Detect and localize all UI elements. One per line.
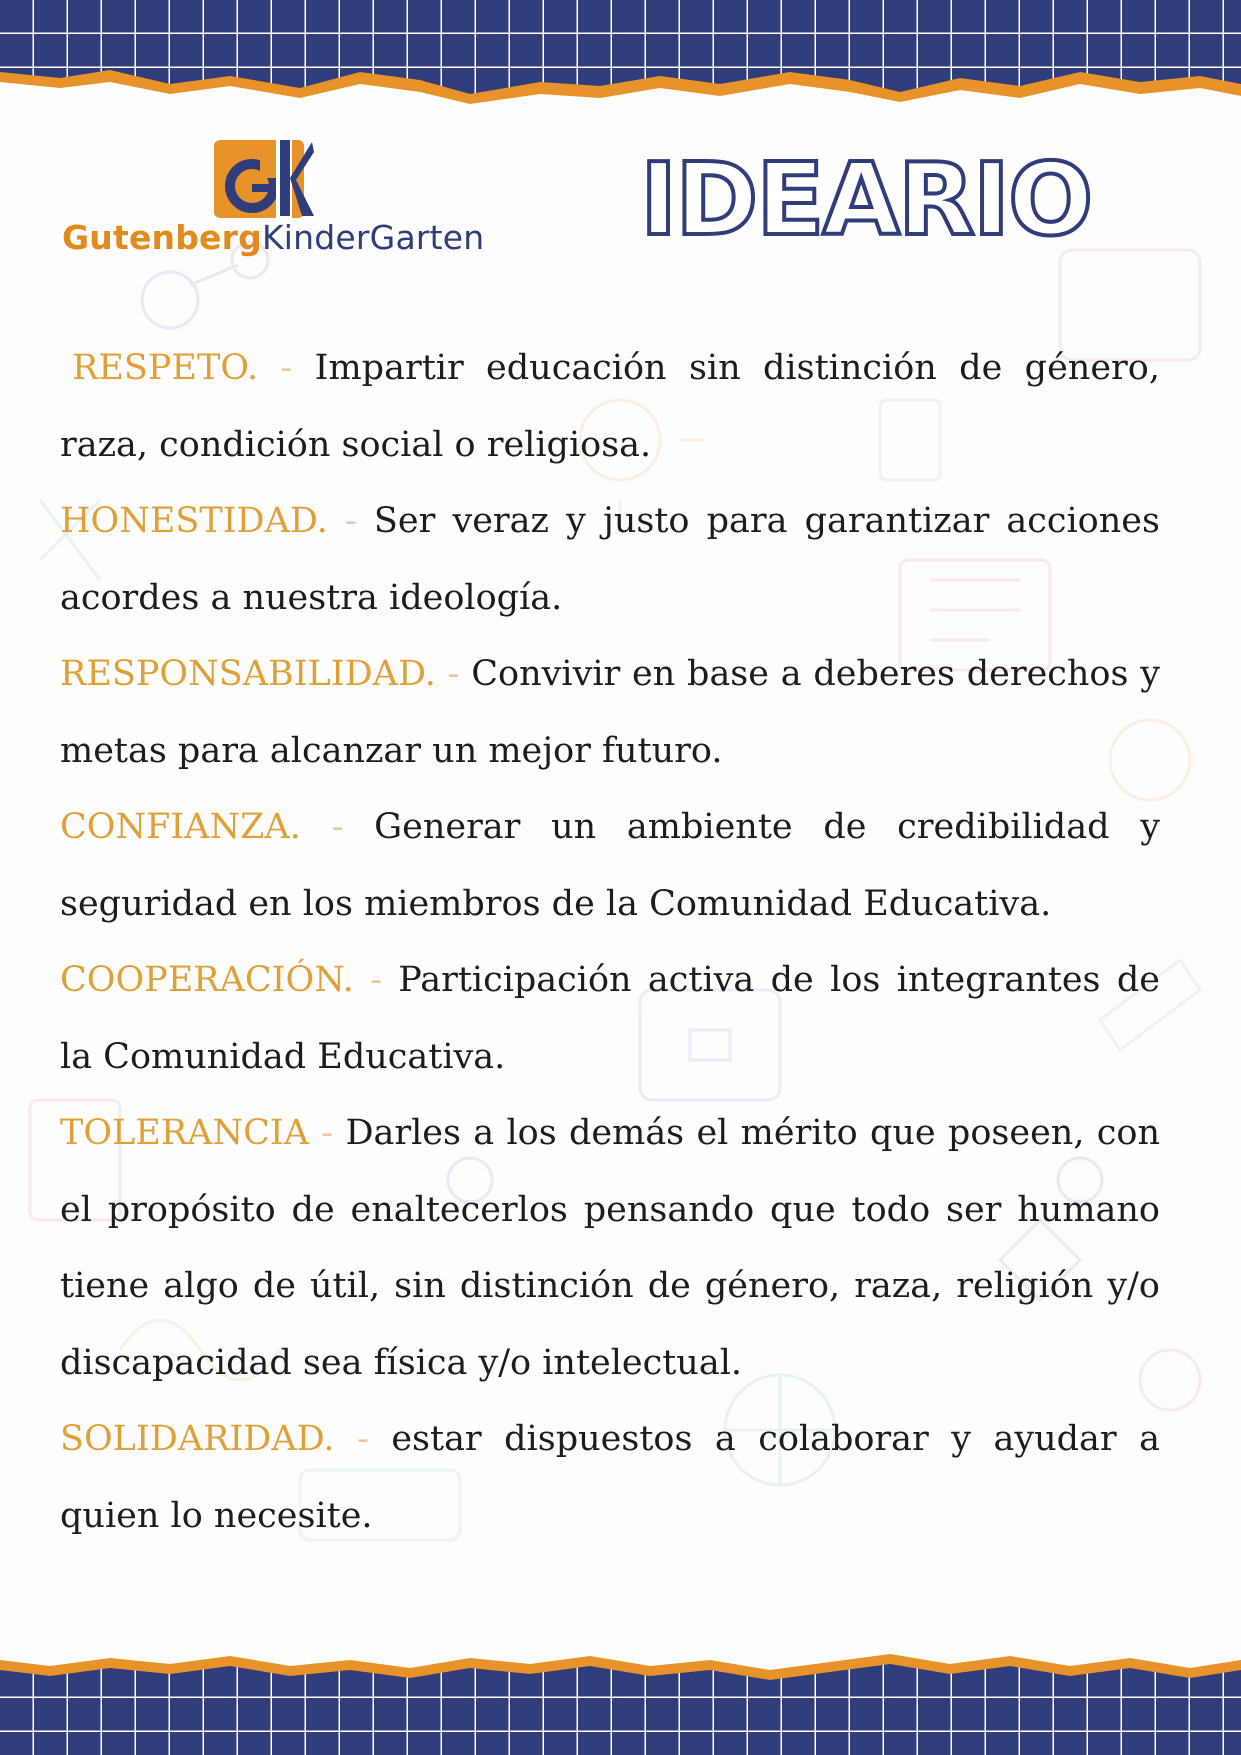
logo-wordmark: [62, 218, 484, 257]
value-term: RESPETO.: [72, 348, 259, 388]
values-list: [60, 330, 1160, 1554]
value-item: [60, 942, 1160, 1095]
gutenberg-logo: [62, 138, 485, 273]
gk-logo-icon: [214, 138, 314, 220]
value-item: [60, 1401, 1160, 1554]
value-item: [60, 636, 1160, 789]
value-description: Ser veraz y justo para garantizar acciones acordes a nuestra ideología.: [60, 501, 1160, 618]
value-dash: -: [331, 807, 344, 847]
value-term: SOLIDARIDAD.: [60, 1419, 335, 1459]
value-dash: -: [344, 501, 357, 541]
value-term: CONFIANZA.: [60, 807, 301, 847]
logo-brand: Gutenberg: [62, 218, 262, 257]
value-term: HONESTIDAD.: [60, 501, 328, 541]
value-item: [60, 483, 1160, 636]
value-item: [60, 330, 1160, 483]
value-description: Darles a los demás el mérito que poseen, con el propósito de enaltecerlos pensando que todo ser humano tiene algo de útil, sin distinción de género, raza, religión y/o discapacidad sea física y/o intelectual.: [60, 1113, 1160, 1383]
value-term: RESPONSABILIDAD.: [60, 654, 436, 694]
value-description: Impartir educación sin distinción de género, raza, condición social o religiosa.: [60, 348, 1160, 465]
value-item: [60, 1095, 1160, 1401]
value-description: Convivir en base a deberes derechos y metas para alcanzar un mejor futuro.: [60, 654, 1160, 771]
page-title-text: IDEARIO: [640, 141, 1092, 258]
value-description: Generar un ambiente de credibilidad y seguridad en los miembros de la Comunidad Educativa.: [60, 807, 1160, 924]
value-term: TOLERANCIA: [60, 1113, 309, 1153]
footer-grid-band: [0, 1630, 1241, 1755]
value-dash: -: [447, 654, 460, 694]
value-description: estar dispuestos a colaborar y ayudar a quien lo necesite.: [60, 1419, 1160, 1536]
value-item: [60, 789, 1160, 942]
logo-subtitle: KinderGarten: [261, 218, 485, 257]
value-description: Participación activa de los integrantes de la Comunidad Educativa.: [60, 960, 1160, 1077]
header-grid-band: [0, 0, 1241, 120]
page-title: [640, 140, 1092, 260]
value-dash: -: [370, 960, 382, 1000]
value-dash: -: [280, 348, 293, 388]
value-term: COOPERACIÓN.: [60, 960, 354, 1000]
value-dash: -: [357, 1419, 369, 1459]
value-dash: -: [321, 1113, 334, 1153]
